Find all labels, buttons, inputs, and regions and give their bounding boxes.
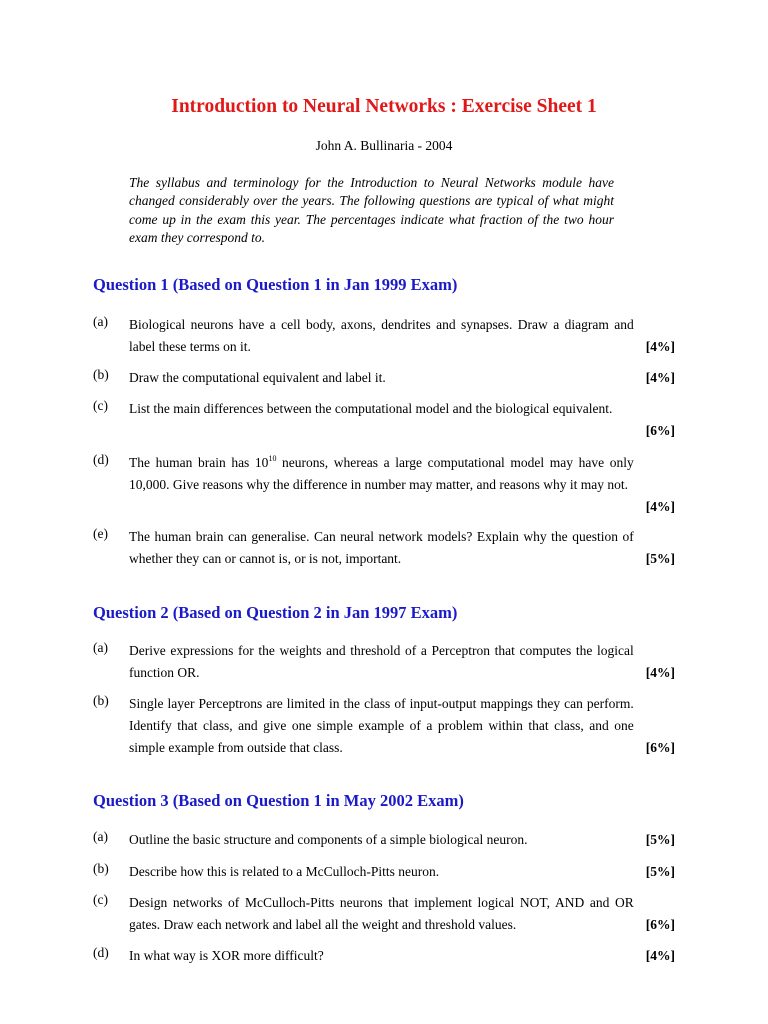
part-text: Design networks of McCulloch-Pitts neurons that implement logical NOT, AND and OR gates. Draw each network and label all the weight and threshold values. — [129, 895, 634, 932]
part-mark: [4%] — [645, 339, 675, 354]
part-letter: (b) — [93, 367, 109, 382]
part-mark: [6%] — [645, 423, 675, 438]
part-mark: [4%] — [645, 370, 675, 385]
question-3-heading: Question 3 (Based on Question 1 in May 2002 Exam) — [93, 791, 464, 810]
part-text: In what way is XOR more difficult? — [129, 948, 324, 963]
part-letter: (d) — [93, 945, 109, 960]
author-line: John A. Bullinaria - 2004 — [315, 138, 453, 153]
part-letter: (a) — [93, 314, 108, 329]
exponent: 10 — [268, 454, 277, 463]
page-title: Introduction to Neural Networks : Exercise Sheet 1 — [171, 96, 597, 117]
part-mark: [4%] — [645, 948, 675, 963]
part-text: Derive expressions for the weights and threshold of a Perceptron that computes the logical function OR. — [129, 643, 634, 680]
part-letter: (a) — [93, 829, 108, 844]
part-letter: (b) — [93, 861, 109, 876]
question-1-heading: Question 1 (Based on Question 1 in Jan 1999 Exam) — [93, 275, 458, 294]
part-letter: (c) — [93, 892, 108, 907]
intro-paragraph: The syllabus and terminology for the Introduction to Neural Networks module have changed considerably over the years. The following questions are typical of what might come up in the exam this year. The percentages indicate what fraction of the two hour exam they correspond to. — [129, 175, 614, 246]
part-text-end: neurons, whereas a large computational model may have only 10,000. Give reasons why the difference in number may matter, and reasons why it may not. — [129, 455, 634, 492]
part-mark: [6%] — [645, 740, 675, 755]
part-letter: (b) — [93, 693, 109, 708]
part-mark: [5%] — [645, 864, 675, 879]
part-text-start: The human brain has 10 — [129, 455, 269, 470]
question-2-heading: Question 2 (Based on Question 2 in Jan 1997 Exam) — [93, 603, 458, 622]
part-text: Describe how this is related to a McCulloch-Pitts neuron. — [129, 864, 440, 879]
part-letter: (d) — [93, 452, 109, 467]
part-mark: [5%] — [645, 551, 675, 566]
part-text: Single layer Perceptrons are limited in the class of input-output mappings they can perform. Identify that class, and give one simple example of a problem within that class, and one simple example from outside that class. — [129, 696, 634, 755]
part-letter: (c) — [93, 398, 108, 413]
part-text: Biological neurons have a cell body, axons, dendrites and synapses. Draw a diagram and label these terms on it. — [129, 317, 634, 354]
part-text: The human brain can generalise. Can neural network models? Explain why the question of whether they can or cannot is, or is not, important. — [129, 529, 634, 566]
part-text: Outline the basic structure and components of a simple biological neuron. — [129, 832, 528, 847]
part-letter: (e) — [93, 526, 108, 541]
part-mark: [4%] — [645, 499, 675, 514]
part-text: Draw the computational equivalent and label it. — [129, 370, 386, 385]
part-mark: [4%] — [645, 665, 675, 680]
part-mark: [5%] — [645, 832, 675, 847]
part-text: List the main differences between the computational model and the biological equivalent. — [129, 401, 613, 416]
part-mark: [6%] — [645, 917, 675, 932]
part-letter: (a) — [93, 640, 108, 655]
